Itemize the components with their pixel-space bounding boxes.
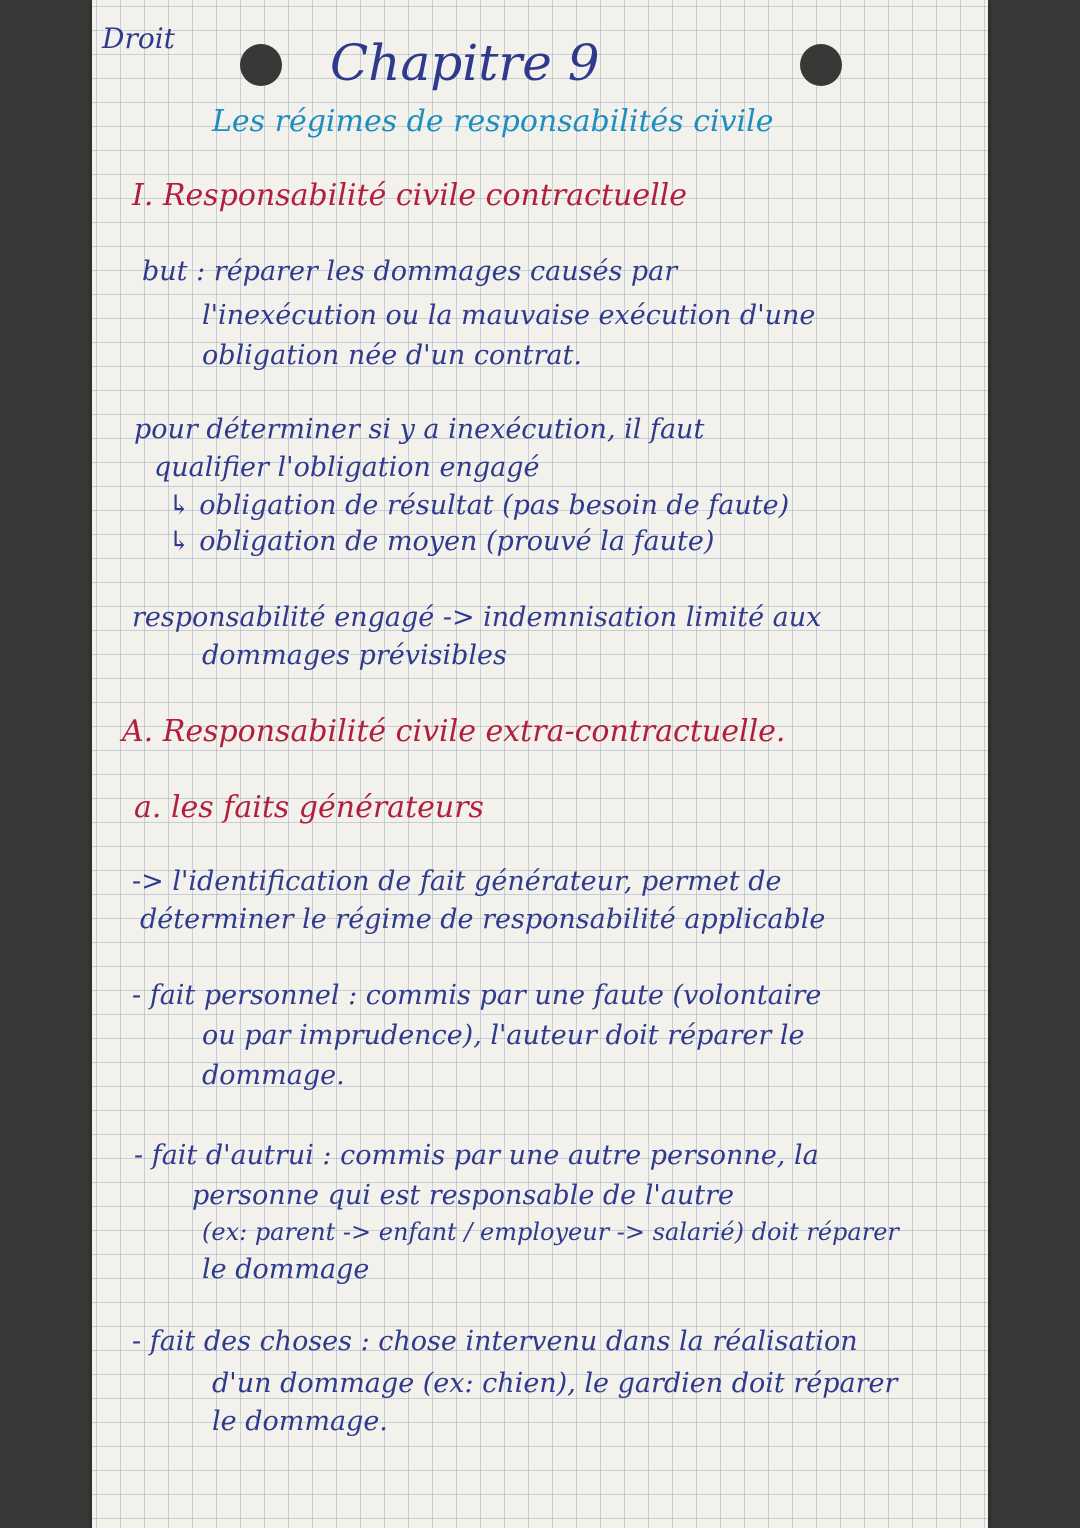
determine-line: ↳ obligation de résultat (pas besoin de faute)	[168, 490, 790, 521]
but-line: l'inexécution ou la mauvaise exécution d'une	[202, 300, 816, 331]
but-line: but : réparer les dommages causés par	[142, 256, 678, 287]
page-title: Chapitre 9	[330, 34, 600, 92]
determine-line: ↳ obligation de moyen (prouvé la faute)	[168, 526, 715, 557]
note-card	[92, 0, 988, 1528]
fait-autrui-line: le dommage	[202, 1254, 370, 1285]
punch-hole-left	[240, 44, 282, 86]
intro-line: -> l'identification de fait générateur, permet de	[132, 866, 782, 897]
page-subtitle: Les régimes de responsabilités civile	[212, 104, 774, 139]
fait-autrui-line: personne qui est responsable de l'autre	[192, 1180, 735, 1211]
subject-label: Droit	[102, 22, 175, 55]
determine-line: pour déterminer si y a inexécution, il faut	[134, 414, 705, 445]
section2-subheading: a. les faits générateurs	[134, 790, 484, 825]
intro-line: déterminer le régime de responsabilité applicable	[140, 904, 826, 935]
fait-personnel-line: - fait personnel : commis par une faute (volontaire	[132, 980, 822, 1011]
fait-autrui-line: - fait d'autrui : commis par une autre personne, la	[134, 1140, 819, 1171]
determine-line: qualifier l'obligation engagé	[154, 452, 540, 483]
section2-heading: A. Responsabilité civile extra-contractuelle.	[122, 714, 786, 749]
fait-choses-line: le dommage.	[212, 1406, 388, 1437]
punch-hole-right	[800, 44, 842, 86]
engage-line: responsabilité engagé -> indemnisation limité aux	[132, 602, 822, 633]
fait-choses-line: - fait des choses : chose intervenu dans la réalisation	[132, 1326, 858, 1357]
fait-autrui-line: (ex: parent -> enfant / employeur -> salarié) doit réparer	[202, 1218, 899, 1246]
fait-choses-line: d'un dommage (ex: chien), le gardien doit réparer	[212, 1368, 898, 1399]
engage-line: dommages prévisibles	[202, 640, 507, 671]
fait-personnel-line: dommage.	[202, 1060, 345, 1091]
fait-personnel-line: ou par imprudence), l'auteur doit réparer le	[202, 1020, 805, 1051]
section1-heading: I. Responsabilité civile contractuelle	[132, 178, 688, 213]
but-line: obligation née d'un contrat.	[202, 340, 582, 371]
